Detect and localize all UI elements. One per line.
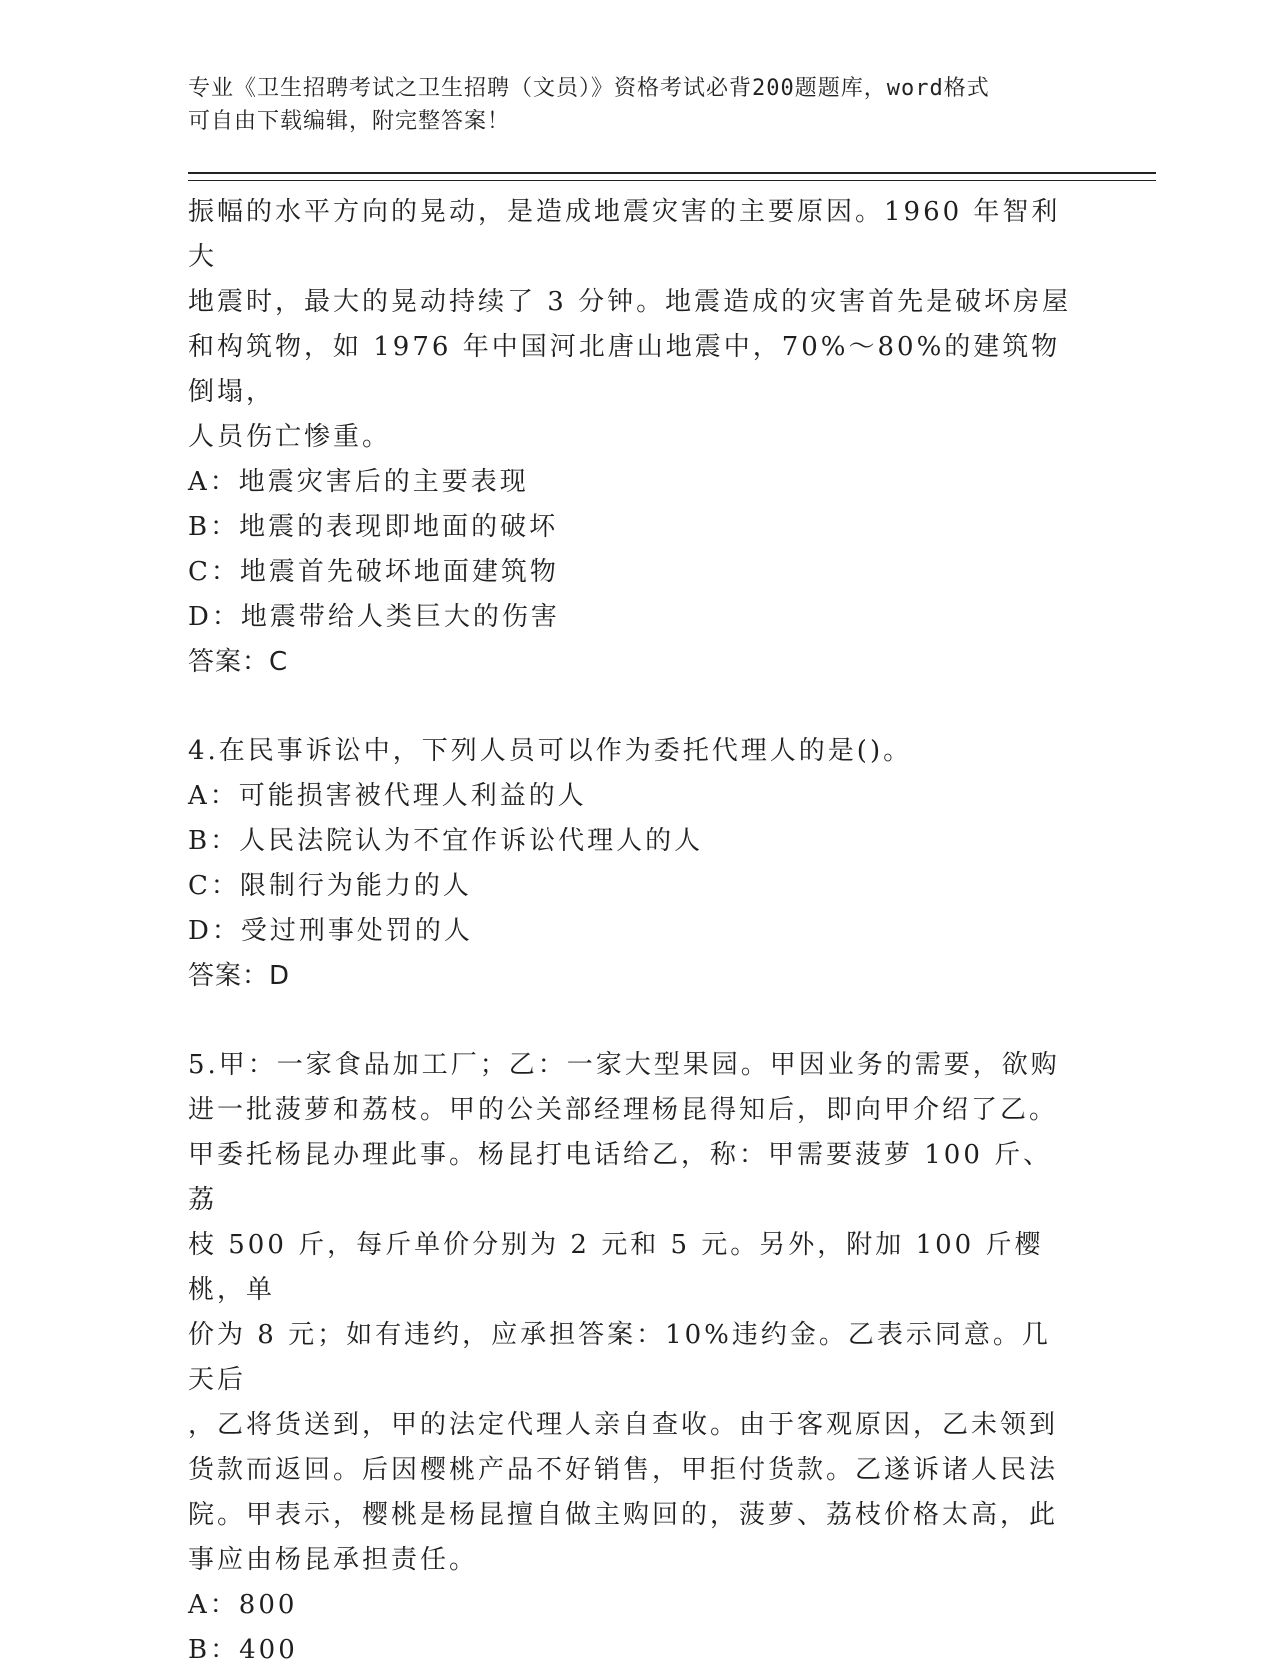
question-text-line: 货款而返回。后因樱桃产品不好销售，甲拒付货款。乙遂诉诸人民法 <box>188 1455 1059 1485</box>
question-text-line: 枝 500 斤，每斤单价分别为 2 元和 5 元。另外，附加 100 斤樱桃，单 <box>188 1230 1044 1305</box>
option-d: D：地震带给人类巨大的伤害 <box>188 602 560 632</box>
question-text-line: 和构筑物，如 1976 年中国河北唐山地震中，70%～80%的建筑物倒塌， <box>188 332 1061 407</box>
question-3 <box>188 190 1078 685</box>
option-b: B：地震的表现即地面的破坏 <box>188 512 559 542</box>
answer: 答案：C <box>188 647 289 677</box>
option-a: A：可能损害被代理人利益的人 <box>188 781 587 811</box>
option-a: A：800 <box>188 1590 298 1620</box>
document-header <box>188 72 1068 138</box>
question-4 <box>188 729 1078 999</box>
question-5 <box>188 1043 1078 1673</box>
question-text-line: 院。甲表示，樱桃是杨昆擅自做主购回的，菠萝、荔枝价格太高，此 <box>188 1500 1059 1530</box>
option-c: C：地震首先破坏地面建筑物 <box>188 557 559 587</box>
option-d: D：受过刑事处罚的人 <box>188 916 473 946</box>
question-text-line: 地震时，最大的晃动持续了 3 分钟。地震造成的灾害首先是破坏房屋 <box>188 287 1072 317</box>
document-body <box>188 190 1078 1673</box>
question-text-line: ，乙将货送到，甲的法定代理人亲自查收。由于客观原因，乙未领到 <box>188 1410 1059 1440</box>
question-text-line: 振幅的水平方向的晃动，是造成地震灾害的主要原因。1960 年智利大 <box>188 197 1061 272</box>
option-b: B：400 <box>188 1635 298 1665</box>
header-rule-thick <box>188 172 1156 174</box>
question-text-line: 价为 8 元；如有违约，应承担答案：10%违约金。乙表示同意。几天后 <box>188 1320 1051 1395</box>
question-text-line: 进一批菠萝和荔枝。甲的公关部经理杨昆得知后，即向甲介绍了乙。 <box>188 1095 1059 1125</box>
question-text-line: 人员伤亡惨重。 <box>188 422 392 452</box>
question-text-line: 4.在民事诉讼中，下列人员可以作为委托代理人的是()。 <box>188 736 913 766</box>
question-text-line: 甲委托杨昆办理此事。杨昆打电话给乙，称：甲需要菠萝 100 斤、荔 <box>188 1140 1053 1215</box>
option-b: B：人民法院认为不宜作诉讼代理人的人 <box>188 826 704 856</box>
header-line-2: 可自由下载编辑，附完整答案！ <box>188 109 511 134</box>
question-text-line: 5.甲：一家食品加工厂；乙：一家大型果园。甲因业务的需要，欲购 <box>188 1050 1060 1080</box>
header-rule-thin <box>188 180 1156 181</box>
spacer <box>188 685 1078 729</box>
answer: 答案：D <box>188 961 291 991</box>
option-c: C：限制行为能力的人 <box>188 871 472 901</box>
spacer <box>188 999 1078 1043</box>
question-text-line: 事应由杨昆承担责任。 <box>188 1545 479 1575</box>
option-a: A：地震灾害后的主要表现 <box>188 467 529 497</box>
header-line-1: 专业《卫生招聘考试之卫生招聘（文员）》资格考试必背200题题库，word格式 <box>188 76 990 101</box>
